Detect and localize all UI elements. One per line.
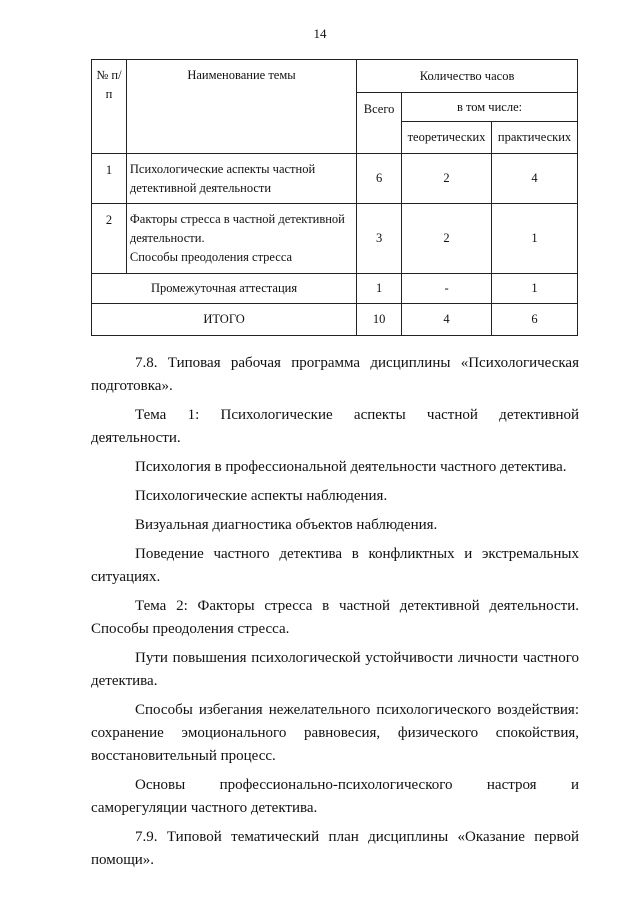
table-row bbox=[92, 204, 578, 274]
summary-label: ИТОГО bbox=[92, 304, 357, 336]
summary-total: 10 bbox=[357, 304, 402, 336]
row-theory: 2 bbox=[402, 154, 492, 204]
header-theory: теоретических bbox=[402, 122, 492, 154]
section-heading-7-9: 7.9. Типовой тематический план дисциплины «Оказание первой помощи». bbox=[91, 829, 579, 868]
header-including: в том числе: bbox=[402, 93, 578, 122]
header-total: Всего bbox=[357, 93, 402, 154]
hours-table bbox=[91, 59, 578, 336]
summary-practice: 6 bbox=[492, 304, 578, 336]
section-heading-7-8: 7.8. Типовая рабочая программа дисциплины «Психологическая подготовка». bbox=[91, 355, 579, 394]
attestation-total: 1 bbox=[357, 274, 402, 304]
header-hours: Количество часов bbox=[357, 60, 578, 93]
row-topic bbox=[126, 204, 356, 274]
summary-theory: 4 bbox=[402, 304, 492, 336]
row-total: 6 bbox=[357, 154, 402, 204]
paragraph: Основы профессионально-психологического настроя и саморегуляции частного детектива. bbox=[91, 777, 579, 816]
row-total: 3 bbox=[357, 204, 402, 274]
table-header-row bbox=[92, 60, 578, 93]
attestation-theory: - bbox=[402, 274, 492, 304]
body-text bbox=[91, 352, 579, 872]
page-number: 14 bbox=[313, 26, 327, 41]
summary-row bbox=[92, 304, 578, 336]
row-number: 2 bbox=[92, 204, 127, 274]
paragraph: Психология в профессиональной деятельности частного детектива. bbox=[135, 459, 567, 475]
row-number: 1 bbox=[92, 154, 127, 204]
paragraph: Пути повышения психологической устойчивости личности частного детектива. bbox=[91, 650, 579, 689]
row-topic: Психологические аспекты частной детективной деятельности bbox=[126, 154, 356, 204]
row-practice: 4 bbox=[492, 154, 578, 204]
row-theory: 2 bbox=[402, 204, 492, 274]
row-topic-line: Способы преодоления стресса bbox=[129, 249, 293, 264]
row-practice: 1 bbox=[492, 204, 578, 274]
row-topic-line: Факторы стресса в частной детективной деятельности. bbox=[129, 212, 345, 246]
topic-2-heading: Тема 2: Факторы стресса в частной детективной деятельности. Способы преодоления стресса. bbox=[91, 598, 579, 637]
header-practice: практических bbox=[492, 122, 578, 154]
attestation-practice: 1 bbox=[492, 274, 578, 304]
attestation-row bbox=[92, 274, 578, 304]
paragraph: Поведение частного детектива в конфликтных и экстремальных ситуациях. bbox=[91, 546, 579, 585]
table-row bbox=[92, 154, 578, 204]
attestation-label: Промежуточная аттестация bbox=[92, 274, 357, 304]
header-number: № п/п bbox=[92, 60, 127, 154]
topic-1-heading: Тема 1: Психологические аспекты частной детективной деятельности. bbox=[91, 407, 579, 446]
paragraph: Психологические аспекты наблюдения. bbox=[135, 488, 388, 504]
paragraph: Визуальная диагностика объектов наблюдения. bbox=[135, 517, 438, 533]
paragraph: Способы избегания нежелательного психологического воздействия: сохранение эмоционального равновесия, физического спокойствия, восстановительный процесс. bbox=[91, 702, 579, 764]
header-topic-name: Наименование темы bbox=[126, 60, 356, 154]
